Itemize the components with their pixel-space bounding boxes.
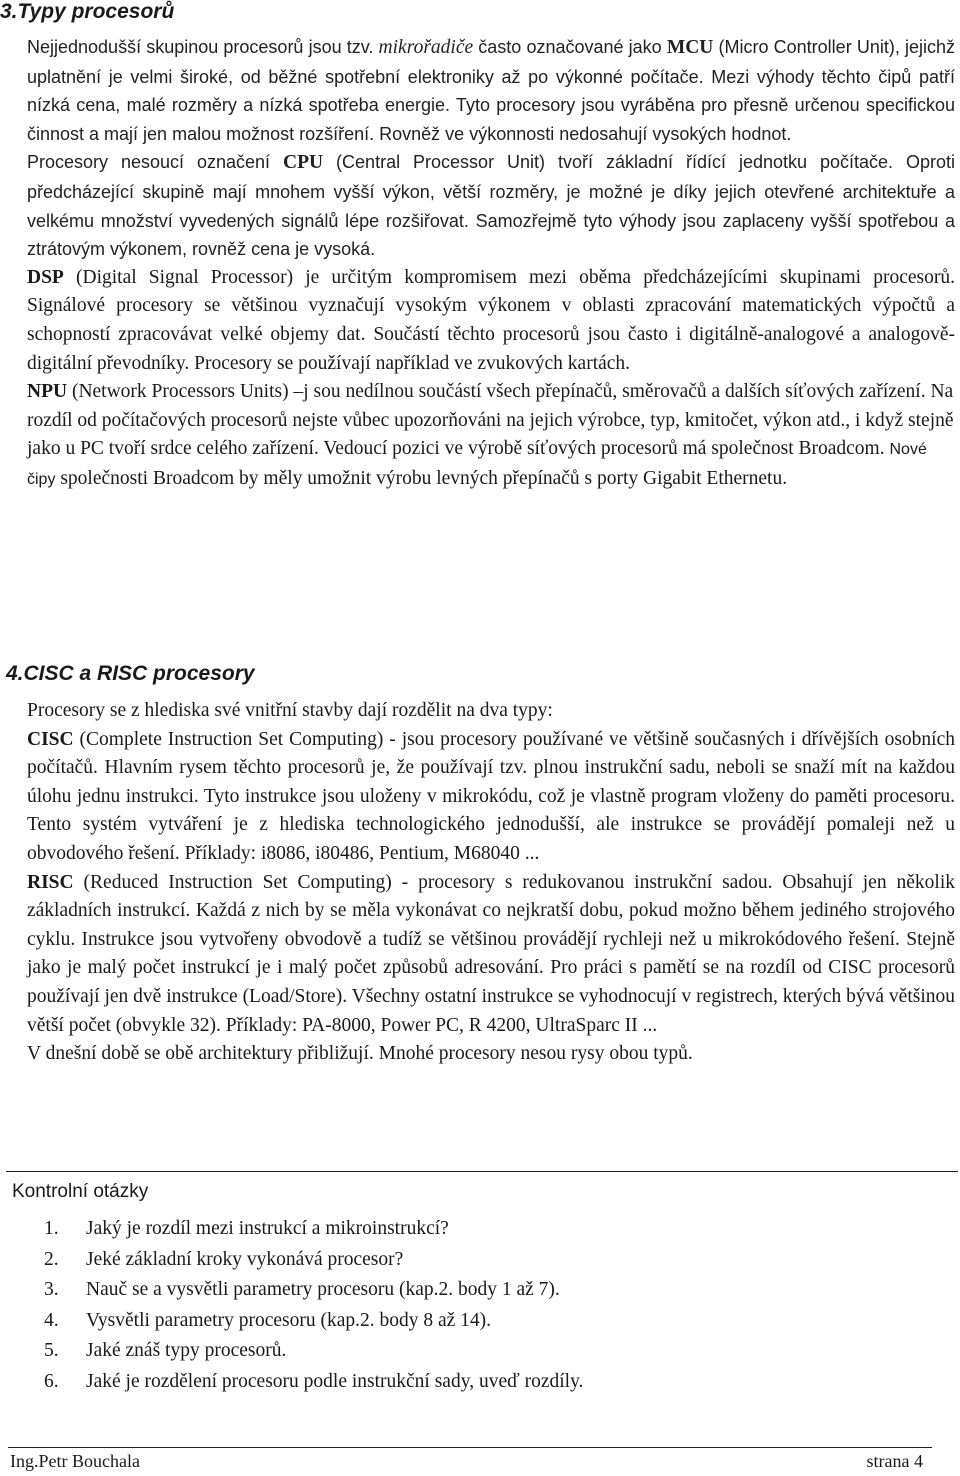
- section-3-title: 3.Typy procesorů: [0, 0, 175, 23]
- npu-abbr: NPU: [27, 381, 68, 403]
- section-divider: [6, 1171, 958, 1172]
- risc-abbr: RISC: [27, 871, 74, 893]
- review-question-list: [44, 1214, 583, 1397]
- npu-small-text: Nové čipy: [27, 441, 927, 488]
- paragraph-npu: [27, 378, 955, 494]
- paragraph-cisc: [27, 726, 955, 869]
- question-number: 1.: [44, 1218, 59, 1239]
- mcu-text-c: (Micro Controller Unit), jejichž uplatnění je velmi široké, od běžné spotřební elektroniky až po výkonné počítače. Mezi výhody těchto čipů patří nízká cena, malé rozměry a nízká spotřeba energie. Tyto procesory jsou vyráběna pro přesně určenou specifickou činnost a mají jen malou možnost rozšíření. Rovněž ve výkonnosti nedosahují vysokých hodnot.: [27, 37, 955, 144]
- paragraph-risc: [27, 869, 955, 1041]
- dsp-text: (Digital Signal Processor) je určitým kompromisem mezi oběma předcházejícími skupinami procesorů. Signálové procesory se většinou vyznačují vysokým výkonem v oblasti zpracování matematických výpočtů a schopností zpracovávat velké objemy dat. Součástí těchto procesorů jsou často i digitálně-analogové a analogově-digitální převodníky. Procesory se používají například ve zvukových kartách.: [27, 266, 955, 374]
- paragraph-intro: Procesory se z hlediska své vnitřní stavby dají rozdělit na dva typy:: [27, 700, 553, 721]
- question-number: 5.: [44, 1340, 59, 1361]
- list-item: [44, 1214, 583, 1245]
- paragraph-closing: V dnešní době se obě architektury přibližují. Mnohé procesory nesou rysy obou typů.: [27, 1043, 693, 1065]
- question-text: Jaký je rozdíl mezi instrukcí a mikroinstrukcí?: [86, 1218, 449, 1239]
- question-number: 4.: [44, 1309, 59, 1331]
- question-text: Nauč se a vysvětli parametry procesoru (kap.2. body 1 až 7).: [86, 1279, 560, 1300]
- mcu-term: mikrořadiče: [378, 37, 474, 58]
- list-item: [44, 1336, 583, 1367]
- footer-author: Ing.Petr Bouchala: [10, 1451, 140, 1471]
- section-4-body: [27, 697, 955, 1069]
- mcu-text-a: Nejjednodušší skupinou procesorů jsou tzv.: [27, 37, 379, 57]
- cpu-text-b: (Central Processor Unit) tvoří základní řídící jednotku počítače. Oproti předcházející skupině mají mnohem vyšší výkon, větší rozměry, je možné je díky jejich otevřené architektuře a velkému množství vyvedených signálů lépe rozšiřovat. Samozřejmě tyto výhody jsou zaplaceny vyšší spotřebou a ztrátovým výkonem, rovněž cena je vysoká.: [27, 152, 955, 260]
- question-text: Jaké znáš typy procesorů.: [86, 1340, 287, 1361]
- footer-divider: [8, 1447, 932, 1448]
- question-text: Jaké je rozdělení procesoru podle instrukční sady, uveď rozdíly.: [86, 1370, 584, 1392]
- list-item: [44, 1245, 583, 1276]
- list-item: [44, 1275, 583, 1306]
- section-4-title: 4.CISC a RISC procesory: [6, 662, 255, 685]
- question-text: Jeké základní kroky vykonává procesor?: [86, 1248, 404, 1270]
- mcu-abbr: MCU: [666, 37, 714, 58]
- list-item: [44, 1306, 583, 1337]
- question-number: 6.: [44, 1370, 59, 1392]
- footer-page-number: strana 4: [866, 1451, 923, 1471]
- question-text: Vysvětli parametry procesoru (kap.2. body 8 až 14).: [86, 1309, 492, 1331]
- question-number: 2.: [44, 1248, 59, 1270]
- risc-text: (Reduced Instruction Set Computing) - procesory s redukovanou instrukční sadou. Obsahují jen několik základních instrukcí. Každá z nich by se měla vykonávat co nejkratší dobu, pokud možno během jediného strojového cyklu. Instrukce jsou vytvořeny obvodově a tudíž se většinou provádějí rychleji než u mikrokódového řešení. Stejně jako je malý počet instrukcí je i malý počet způsobů adresování. Pro práci s pamětí se na rozdíl od CISC procesorů používají jen dvě instrukce (Load/Store). Všechny ostatní instrukce se vyhodnocují v registrech, kterých bývá většinou větší počet (obvykle 32). Příklady: PA-8000, Power PC, R 4200, UltraSparc II ...: [27, 871, 955, 1036]
- mcu-text-b: často označované jako: [473, 37, 667, 57]
- npu-end-text: společnosti Broadcom by měly umožnit výrobu levných přepínačů s porty Gigabit Ethernetu.: [55, 467, 788, 489]
- cisc-abbr: CISC: [27, 728, 74, 750]
- cpu-abbr: CPU: [283, 152, 324, 174]
- paragraph-dsp: [27, 264, 955, 378]
- paragraph-cpu: [27, 148, 955, 263]
- cpu-text-a: Procesory nesoucí označení: [27, 152, 284, 173]
- question-number: 3.: [44, 1279, 59, 1300]
- list-item: [44, 1367, 583, 1398]
- dsp-abbr: DSP: [27, 266, 64, 288]
- npu-text: (Network Processors Units) –j sou nedílnou součástí všech přepínačů, směrovačů a dalších síťových zařízení. Na rozdíl od počítačových procesorů nejste vůbec upozorňováni na jejich výrobce, typ, kmitočet, výkon atd., i když stejně jako u PC tvoří srdce celého zařízení. Vedoucí pozici ve výrobě síťových procesorů má společnost Broadcom.: [27, 381, 954, 460]
- section-3-body: [27, 33, 955, 495]
- paragraph-mcu: [27, 33, 955, 148]
- cisc-text: (Complete Instruction Set Computing) - jsou procesory používané ve většině současných i dřívějších osobních počítačů. Hlavním rysem těchto procesorů je, že používají tzv. plnou instrukční sadu, neboli se snaží mít na každou úlohu jednu instrukci. Tyto instrukce jsou uloženy v mikrokódu, což je vlastně program vloženy do paměti procesoru. Tento systém vytváření je z hlediska technologického jednodušší, ale instrukce se provádějí pomaleji než u obvodového řešení. Příklady: i8086, i80486, Pentium, M68040 ...: [27, 728, 955, 864]
- review-heading: Kontrolní otázky: [12, 1181, 149, 1202]
